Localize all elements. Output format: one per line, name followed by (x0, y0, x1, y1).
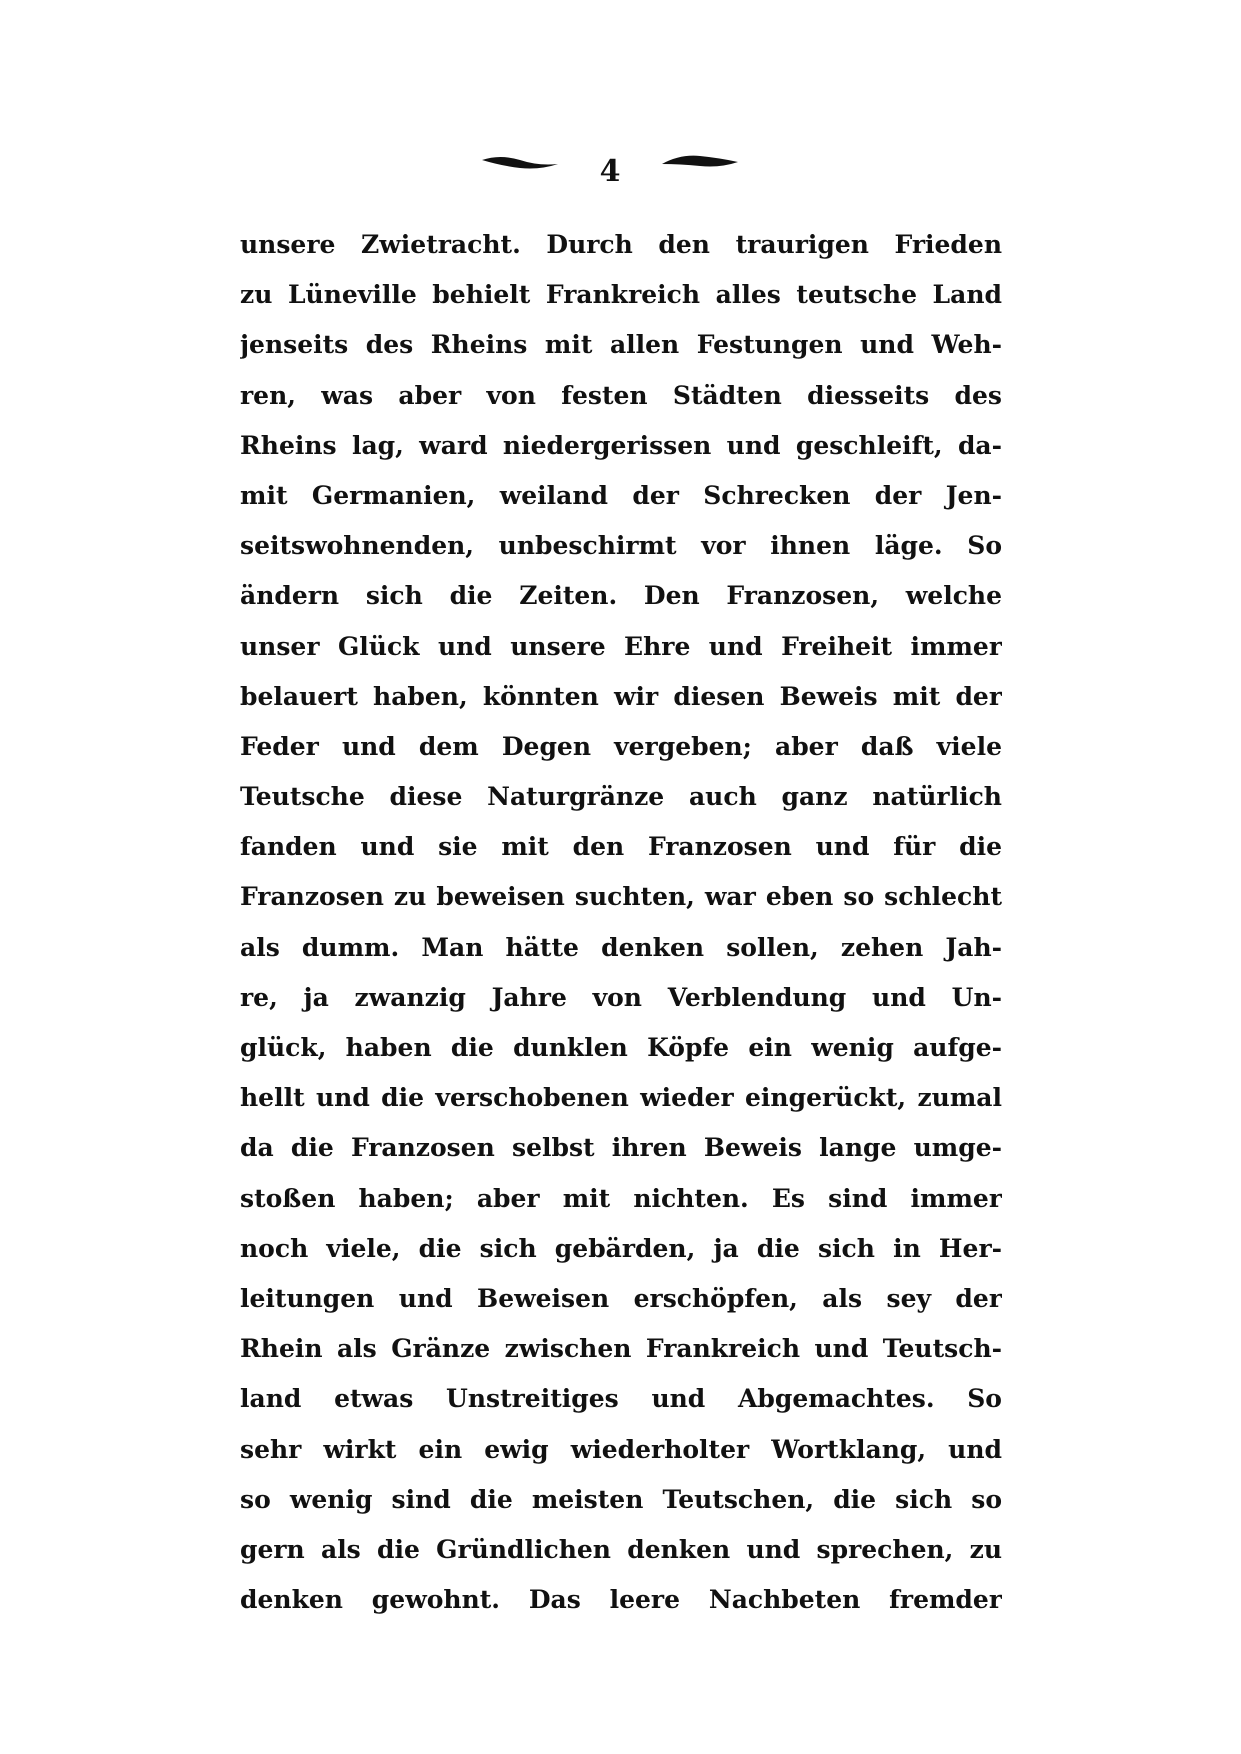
text-line: mit Germanien, weiland der Schrecken der Jen- (240, 480, 1002, 510)
text-line: gern als die Gründlichen denken und sprechen, zu (240, 1534, 1002, 1564)
text-line: als dumm. Man hätte denken sollen, zehen Jah- (240, 932, 1002, 962)
text-line: zu Lüneville behielt Frankreich alles teutsche Land (240, 280, 1002, 310)
text-line: denken gewohnt. Das leere Nachbeten fremder (240, 1585, 1002, 1615)
text-line: sehr wirkt ein ewig wiederholter Wortklang, und (240, 1434, 1002, 1464)
text-line: re, ja zwanzig Jahre von Verblendung und Un- (240, 982, 1002, 1012)
text-line: fanden und sie mit den Franzosen und für die (240, 832, 1002, 862)
text-line: Feder und dem Degen vergeben; aber daß viele (240, 731, 1002, 761)
text-line: unsere Zwietracht. Durch den traurigen Frieden (240, 230, 1002, 259)
text-line: so wenig sind die meisten Teutschen, die sich so (240, 1484, 1002, 1514)
text-line: ändern sich die Zeiten. Den Franzosen, welche (240, 581, 1002, 611)
page-header (480, 140, 740, 200)
text-line: noch viele, die sich gebärden, ja die sich in Her- (240, 1233, 1002, 1263)
text-line: ren, was aber von festen Städten diesseits des (240, 380, 1002, 410)
text-line: Rheins lag, ward niedergerissen und geschleift, da- (240, 430, 1002, 460)
text-line: Franzosen zu beweisen suchten, war eben so schlecht (240, 882, 1002, 912)
text-line: Teutsche diese Naturgränze auch ganz natürlich (240, 782, 1002, 812)
text-line: glück, haben die dunklen Köpfe ein wenig aufge- (240, 1033, 1002, 1062)
text-line: da die Franzosen selbst ihren Beweis lange umge- (240, 1133, 1002, 1163)
text-line: unser Glück und unsere Ehre und Freiheit immer (240, 631, 1002, 661)
text-line: seitswohnenden, unbeschirmt vor ihnen läge. So (240, 531, 1002, 561)
text-line: Rhein als Gränze zwischen Frankreich und Teutsch- (240, 1334, 1002, 1364)
text-line: leitungen und Beweisen erschöpfen, als sey der (240, 1283, 1002, 1313)
text-line: belauert haben, könnten wir diesen Beweis mit der (240, 681, 1002, 711)
text-line: jenseits des Rheins mit allen Festungen und Weh- (240, 330, 1002, 360)
right-ornament-icon (660, 148, 740, 178)
text-line: hellt und die verschobenen wieder eingerückt, zumal (240, 1083, 1002, 1113)
page-number: 4 (599, 154, 621, 189)
body-text (240, 220, 1002, 1625)
text-line: land etwas Unstreitiges und Abgemachtes. So (240, 1384, 1002, 1414)
text-line: stoßen haben; aber mit nichten. Es sind immer (240, 1183, 1002, 1213)
